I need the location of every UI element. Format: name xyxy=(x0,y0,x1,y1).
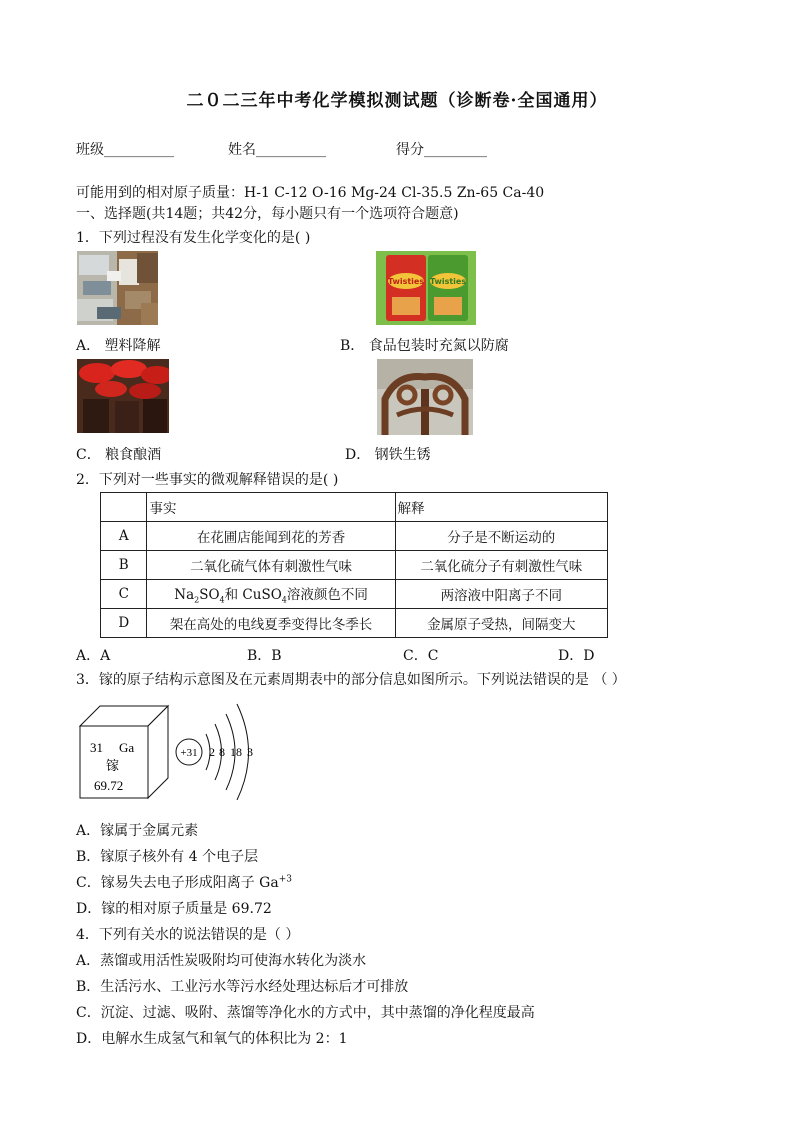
ion-charge: +3 xyxy=(278,874,292,885)
shell-count-3: 18 xyxy=(230,745,242,759)
row-fact: 架在高处的电线夏季变得比冬季长 xyxy=(147,609,395,638)
cell-atomic-number: 31 xyxy=(90,740,103,755)
class-field: 班级__________ xyxy=(76,142,174,158)
nucleus-charge: +31 xyxy=(180,747,198,759)
q2-option-b: B．B xyxy=(247,648,282,664)
snack-bags-photo xyxy=(376,251,476,325)
header-blank xyxy=(101,493,147,522)
row-fact: 二氧化硫气体有刺激性气味 xyxy=(147,551,395,580)
section-heading: 一、选择题(共14题；共42分，每小题只有一个选项符合题意) xyxy=(76,206,459,222)
shell-count-1: 2 xyxy=(209,745,215,759)
cell-element-name: 镓 xyxy=(106,759,120,774)
formula-part: Na xyxy=(174,587,195,604)
q3-stem: 3．镓的原子结构示意图及在元素周期表中的部分信息如图所示。下列说法错误的是 （ ） xyxy=(76,672,626,688)
formula-part: 溶液颜色不同 xyxy=(286,587,368,604)
row-explanation: 两溶液中阳离子不同 xyxy=(395,580,607,609)
formula-subscript: 2 xyxy=(194,595,200,605)
atomic-masses: 可能用到的相对原子质量：H-1 C-12 O-16 Mg-24 Cl-35.5 Zn-65 Ca-40 xyxy=(76,185,545,201)
q3-option-a: A．镓属于金属元素 xyxy=(76,823,199,839)
table-row xyxy=(101,522,608,551)
q1-option-d: D． 钢铁生锈 xyxy=(345,447,431,463)
q4-stem: 4．下列有关水的说法错误的是（ ） xyxy=(76,927,300,943)
row-explanation: 分子是不断运动的 xyxy=(395,522,607,551)
formula-part: SO xyxy=(199,587,220,604)
q4-option-b: B．生活污水、工业污水等污水经处理达标后才可排放 xyxy=(76,979,409,995)
q1-option-b: B． 食品包装时充氮以防腐 xyxy=(340,338,509,354)
cell-symbol: Ga xyxy=(119,740,135,755)
row-label: D xyxy=(101,609,147,638)
bag-brand-a: Twisties xyxy=(387,277,425,286)
table-header-row xyxy=(101,493,608,522)
plastic-degradation-photo xyxy=(77,251,158,325)
row-explanation: 二氧化硫分子有刺激性气味 xyxy=(395,551,607,580)
q3-option-c xyxy=(76,872,292,892)
header-explanation: 解释 xyxy=(395,493,607,522)
table-row xyxy=(101,609,608,638)
q2-option-d: D．D xyxy=(558,648,595,664)
table-row xyxy=(101,551,608,580)
shell-count-4: 3 xyxy=(247,745,253,759)
gallium-diagram xyxy=(76,690,266,800)
row-label: C xyxy=(101,580,147,609)
score-field: 得分_________ xyxy=(396,142,487,158)
name-field: 姓名__________ xyxy=(228,142,326,158)
q2-option-a: A．A xyxy=(76,648,111,664)
q4-option-d: D．电解水生成氢气和氧气的体积比为 2：1 xyxy=(76,1031,348,1047)
row-explanation: 金属原子受热，间隔变大 xyxy=(395,609,607,638)
q1-option-a: A． 塑料降解 xyxy=(76,338,161,354)
row-label: A xyxy=(101,522,147,551)
q4-option-a: A．蒸馏或用活性炭吸附均可使海水转化为淡水 xyxy=(76,953,367,969)
header-fact: 事实 xyxy=(147,493,395,522)
q3-option-d: D．镓的相对原子质量是 69.72 xyxy=(76,901,272,917)
q3-option-c-text: C．镓易失去电子形成阳离子 Ga xyxy=(76,875,279,891)
q1-stem: 1．下列过程没有发生化学变化的是( ) xyxy=(76,230,311,246)
cell-atomic-mass: 69.72 xyxy=(94,778,124,793)
q2-option-c: C．C xyxy=(403,648,439,664)
table-row xyxy=(101,580,608,609)
row-label: B xyxy=(101,551,147,580)
q1-option-c: C． 粮食酿酒 xyxy=(76,447,162,463)
formula-subscript: 4 xyxy=(281,595,287,605)
bag-brand-b: Twisties xyxy=(429,277,467,286)
facts-table xyxy=(100,492,608,638)
formula-subscript: 4 xyxy=(219,595,225,605)
q2-stem: 2．下列对一些事实的微观解释错误的是( ) xyxy=(76,472,339,488)
rusty-iron-photo xyxy=(377,359,473,435)
row-fact xyxy=(147,580,395,609)
q3-option-b: B．镓原子核外有 4 个电子层 xyxy=(76,849,259,865)
shell-count-2: 8 xyxy=(219,745,225,759)
q4-option-c: C．沉淀、过滤、吸附、蒸馏等净化水的方式中，其中蒸馏的净化程度最高 xyxy=(76,1005,535,1021)
page-title: 二０二三年中考化学模拟测试题（诊断卷·全国通用） xyxy=(186,91,608,111)
formula-part: 和 CuSO xyxy=(224,587,282,604)
wine-jars-photo xyxy=(77,359,169,433)
row-fact: 在花圃店能闻到花的芳香 xyxy=(147,522,395,551)
